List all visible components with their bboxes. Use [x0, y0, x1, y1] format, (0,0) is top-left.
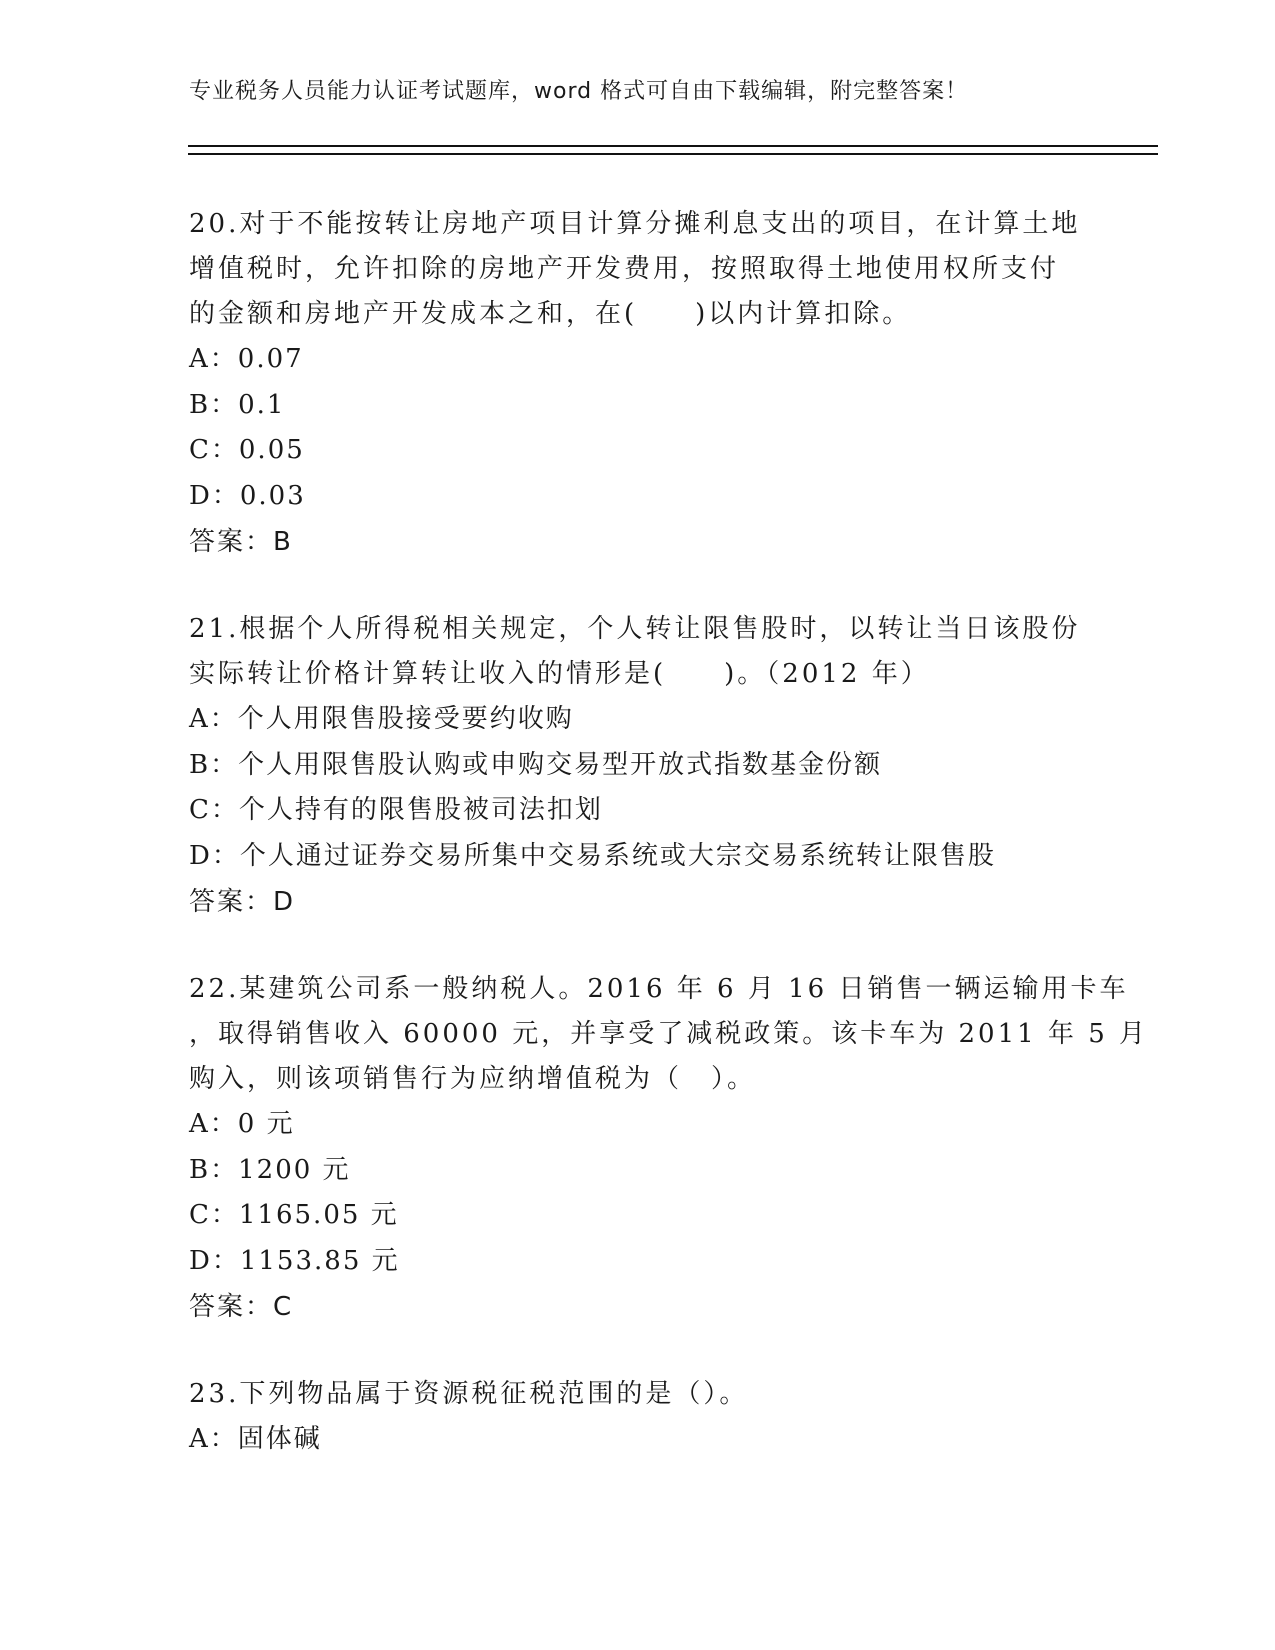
option-a: A：0 元	[189, 1109, 295, 1139]
option-c: C：个人持有的限售股被司法扣划	[189, 795, 603, 825]
page-header: 专业税务人员能力认证考试题库，word 格式可自由下载编辑，附完整答案！	[189, 79, 969, 104]
question-list	[189, 202, 1149, 1505]
option-c: C：1165.05 元	[189, 1200, 399, 1230]
question-text-line: 22.某建筑公司系一般纳税人。2016 年 6 月 16 日销售一辆运输用卡车	[189, 974, 1129, 1004]
question-21	[189, 607, 1089, 925]
question-text-line: 23.下列物品属于资源税征税范围的是（）。	[189, 1379, 749, 1409]
question-20	[189, 202, 1089, 565]
question-22	[189, 967, 1149, 1330]
option-c: C：0.05	[189, 435, 305, 465]
question-text-line: 增值税时，允许扣除的房地产开发费用，按照取得土地使用权所支付	[189, 254, 1060, 284]
question-text-line: 的金额和房地产开发成本之和，在( )以内计算扣除。	[189, 299, 912, 329]
option-a: A：0.07	[189, 344, 304, 374]
option-b: B：0.1	[189, 389, 286, 420]
option-a: A：个人用限售股接受要约收购	[189, 704, 574, 734]
header-divider	[188, 145, 1158, 155]
question-text-line: 实际转让价格计算转让收入的情形是( )。（2012 年）	[189, 659, 930, 689]
answer: 答案：D	[189, 887, 296, 917]
option-a: A：固体碱	[189, 1424, 322, 1454]
question-text-line: 21.根据个人所得税相关规定，个人转让限售股时，以转让当日该股份	[189, 614, 1081, 644]
option-b: B：个人用限售股认购或申购交易型开放式指数基金份额	[189, 749, 883, 780]
question-text-line: 20.对于不能按转让房地产项目计算分摊利息支出的项目，在计算土地	[189, 209, 1081, 239]
answer: 答案：C	[189, 1292, 294, 1322]
question-text-line: 购入，则该项销售行为应纳增值税为（ ）。	[189, 1064, 757, 1094]
answer: 答案：B	[189, 527, 293, 557]
question-text-line: ，取得销售收入 60000 元，并享受了减税政策。该卡车为 2011 年 5 月	[189, 1019, 1149, 1049]
option-d: D：1153.85 元	[189, 1245, 400, 1276]
question-23	[189, 1372, 1089, 1463]
option-b: B：1200 元	[189, 1154, 351, 1185]
option-d: D：0.03	[189, 480, 306, 511]
option-d: D：个人通过证券交易所集中交易系统或大宗交易系统转让限售股	[189, 840, 996, 871]
